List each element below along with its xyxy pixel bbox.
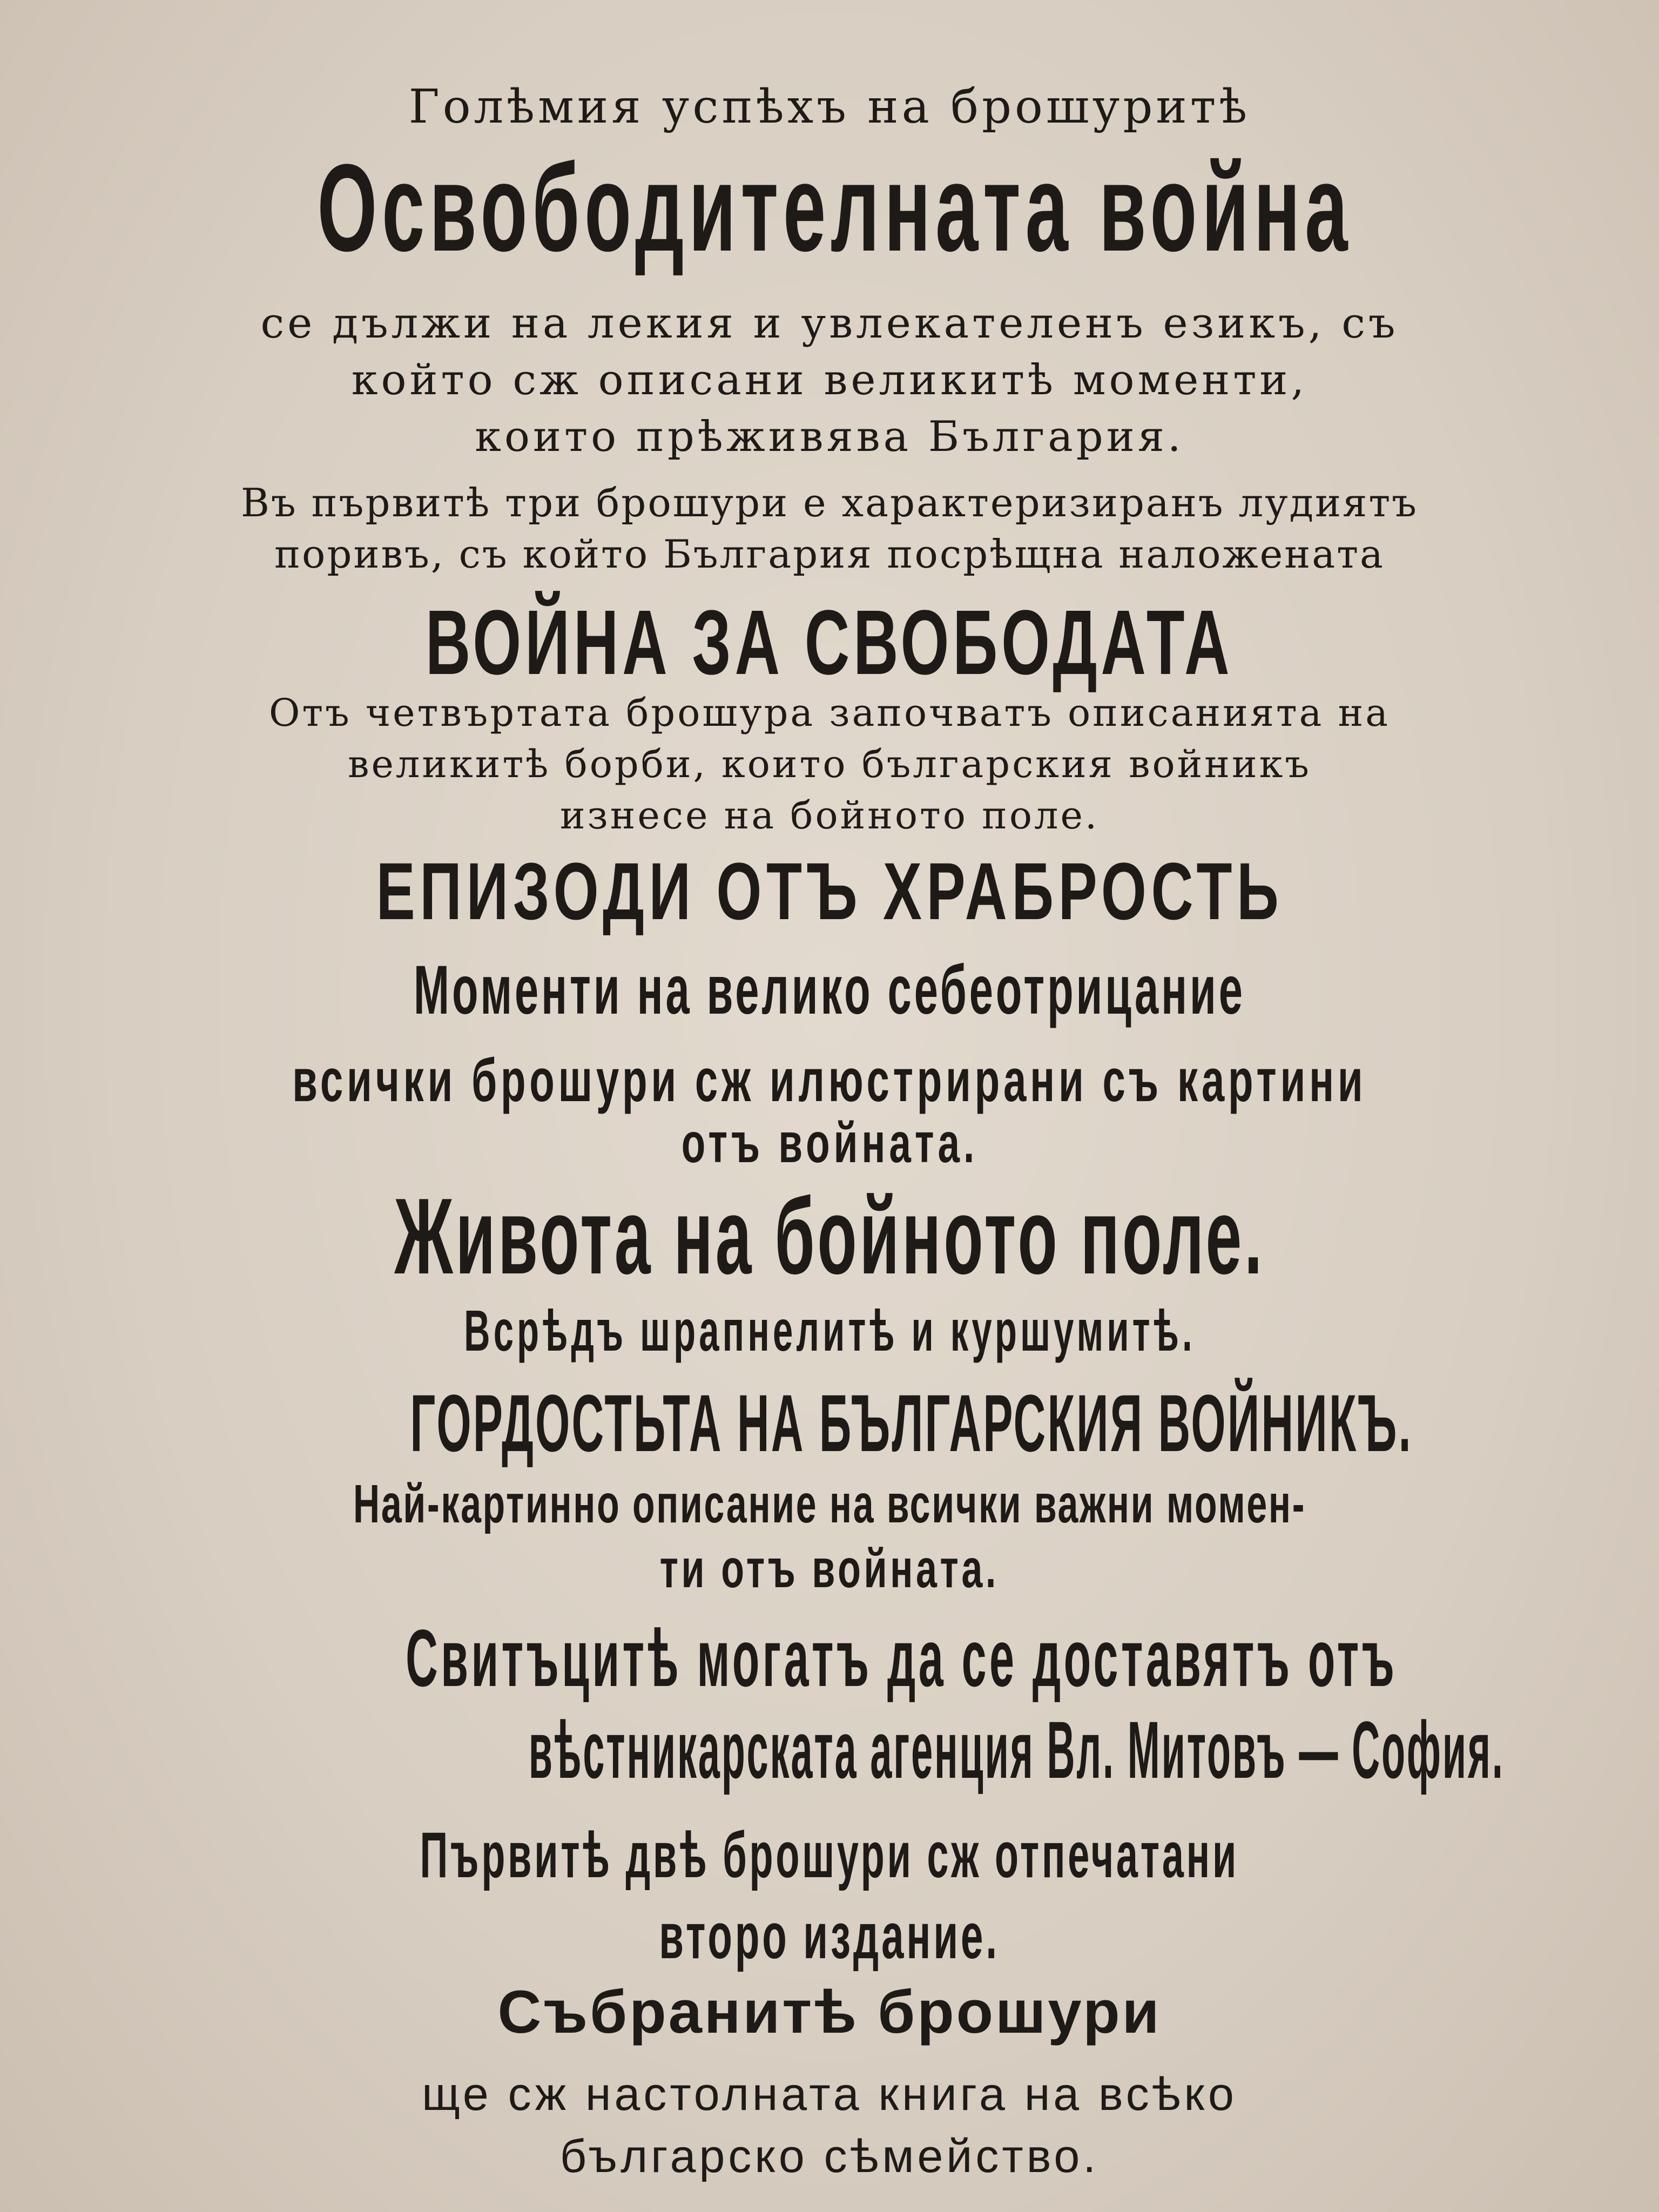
- main-title: [0, 138, 1659, 277]
- body-text: ти отъ войната.: [659, 1539, 1000, 1599]
- distribution-line: [0, 1704, 1659, 1795]
- body-line-bold: [0, 1474, 1659, 1534]
- body-line: [0, 691, 1659, 735]
- edition-line: [0, 1900, 1659, 1972]
- edition-line: [0, 1819, 1659, 1891]
- heading-text: Моменти на велико себеотрицание: [414, 952, 1245, 1029]
- heading-text: ЕПИЗОДИ ОТЪ ХРАБРОСТЬ: [376, 846, 1283, 936]
- closing-line: [0, 2068, 1659, 2120]
- body-text: Отъ четвъртата брошура започватъ описанията на: [268, 691, 1391, 735]
- body-text: се дължи на лекия и увлекателенъ езикъ, съ: [260, 299, 1399, 348]
- body-text: ще сж настолната книга на всѣко: [422, 2068, 1237, 2120]
- heading-battlefield-life: [0, 1176, 1659, 1297]
- body-line: [0, 356, 1659, 404]
- body-text: които прѣживява България.: [475, 413, 1184, 461]
- body-text: второ издание.: [659, 1900, 1000, 1972]
- body-line: [0, 793, 1659, 838]
- heading-text: Събранитѣ брошури: [497, 1978, 1162, 2046]
- body-text: Всрѣдъ шрапнелитѣ и куршумитѣ.: [463, 1298, 1196, 1363]
- body-text: който сж описани великитѣ моменти,: [351, 356, 1308, 404]
- body-line-bold: [0, 1539, 1659, 1599]
- body-line: [0, 299, 1659, 348]
- body-line-bold: [0, 1047, 1659, 1114]
- body-text: поривъ, съ който България посрѣщна наложената: [274, 531, 1385, 577]
- body-line: [0, 480, 1659, 525]
- distribution-line: [0, 1613, 1659, 1703]
- heading-text: ВОЙНА ЗА СВОБОДАТА: [426, 591, 1233, 694]
- body-line: [0, 531, 1659, 577]
- heading-war-for-freedom: [0, 591, 1659, 694]
- heading-text: Живота на бойното поле.: [394, 1176, 1265, 1297]
- intro-line: [0, 80, 1659, 134]
- heading-soldier-pride: [0, 1378, 1659, 1468]
- body-line-bold: [0, 1298, 1659, 1363]
- body-text: всички брошури сж илюстрирани съ картини: [292, 1047, 1367, 1114]
- body-text: отъ войната.: [681, 1112, 978, 1175]
- body-text: българско сѣмейство.: [559, 2130, 1100, 2182]
- closing-line: [0, 2130, 1659, 2182]
- body-text: великитѣ борби, които българския войникъ: [348, 742, 1311, 786]
- body-line-bold: [0, 1112, 1659, 1175]
- body-text: Въ първитѣ три брошури е характеризиранъ лудиятъ: [240, 480, 1418, 525]
- heading-episodes: [0, 846, 1659, 936]
- body-text: изнесе на бойното поле.: [559, 793, 1100, 838]
- body-text: Най-картинно описание на всички важни момен-: [353, 1474, 1306, 1534]
- body-text: Първитѣ двѣ брошури сж отпечатани: [420, 1819, 1239, 1891]
- heading-collected-brochures: [0, 1978, 1659, 2046]
- intro-text: Голѣмия успѣхъ на брошуритѣ: [408, 80, 1251, 134]
- heading-self-denial: [0, 952, 1659, 1029]
- body-text: Свитъцитѣ могатъ да се доставятъ отъ: [406, 1613, 1398, 1703]
- body-line: [0, 413, 1659, 461]
- body-text: вѣстникарската агенция Вл. Митовъ — София.: [528, 1704, 1505, 1795]
- main-title-text: Освободителната война: [317, 138, 1353, 277]
- body-line: [0, 742, 1659, 786]
- heading-text: ГОРДОСТЬТА НА БЪЛГАРСКИЯ ВОЙНИКЪ.: [410, 1378, 1413, 1468]
